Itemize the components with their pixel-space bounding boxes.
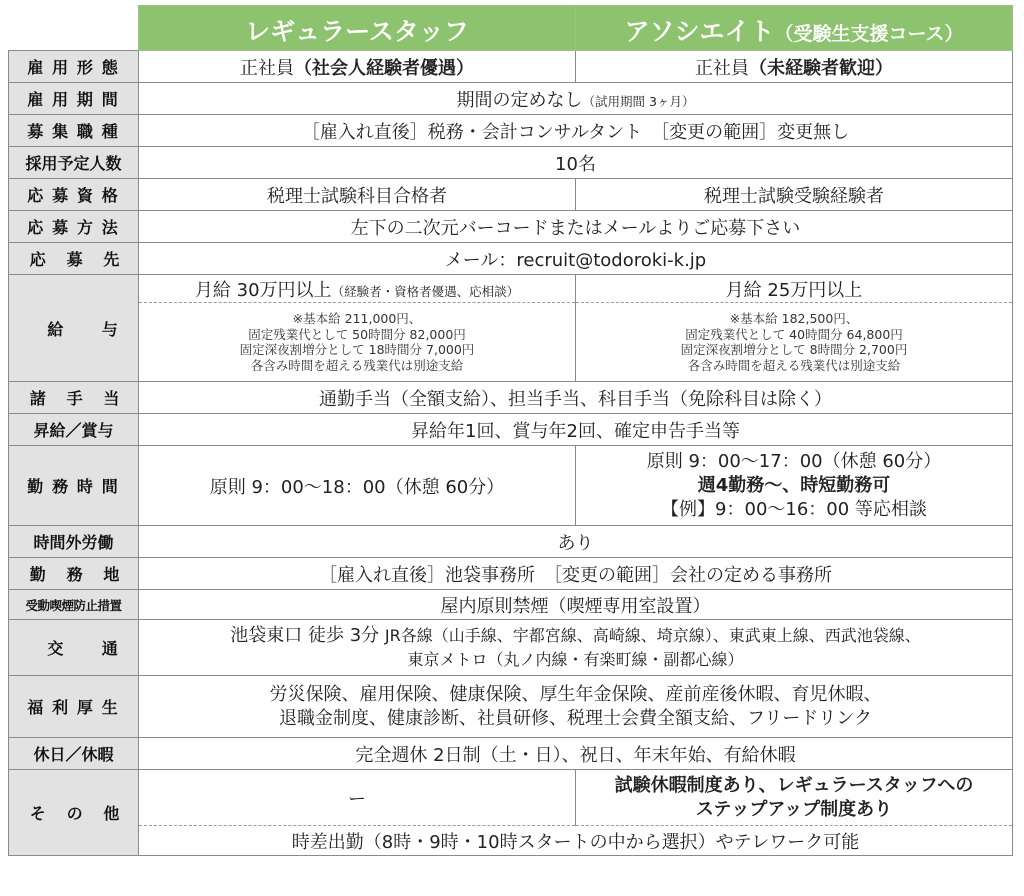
salary-associate-detail (576, 303, 1013, 382)
label-benefits: 福利厚生 (9, 676, 139, 738)
qualification-associate: 税理士試験受験経験者 (576, 179, 1013, 211)
salary-associate-detail-line: 各含み時間を超える残業代は別途支給 (687, 357, 901, 373)
work-hours-associate-line3: 【例】9：00〜16：00 等応相談 (661, 498, 927, 520)
row-employment-type (9, 51, 1013, 83)
label-work-location: 勤務地 (9, 558, 139, 590)
row-raise-bonus (9, 414, 1013, 446)
salary-regular-detail (139, 303, 576, 382)
header-row (9, 6, 1013, 51)
qualification-regular: 税理士試験科目合格者 (139, 179, 576, 211)
employment-type-regular-b: （社会人経験者優遇） (294, 57, 474, 79)
headcount-value: 10名 (139, 147, 1013, 179)
other-associate-line2: ステップアップ制度あり (695, 798, 893, 820)
label-apply-method: 応募方法 (9, 211, 139, 243)
salary-regular-detail-line: 固定深夜割増分として 18時間分 7,000円 (239, 342, 475, 357)
transport-line1 (143, 624, 1008, 648)
employment-period-value (139, 83, 1013, 115)
label-other: その他 (9, 770, 139, 856)
header-corner (9, 6, 139, 51)
salary-regular-detail-line: 固定残業代として 50時間分 82,000円 (248, 326, 466, 342)
row-benefits (9, 676, 1013, 738)
salary-associate-detail-line: 固定深夜割増分として 8時間分 2,700円 (680, 342, 908, 357)
employment-type-associate (576, 51, 1013, 83)
label-headcount: 採用予定人数 (9, 147, 139, 179)
other-shared-value: 時差出勤（8時・9時・10時スタートの中から選択）やテレワーク可能 (139, 826, 1013, 856)
label-transport: 交通 (9, 620, 139, 676)
label-smoking: 受動喫煙防止措置 (9, 590, 139, 620)
recruitment-table-container (8, 5, 1013, 856)
work-hours-associate-line2: 週4勤務〜、時短勤務可 (697, 474, 891, 496)
holidays-value: 完全週休 2日制（土・日）、祝日、年末年始、有給休暇 (139, 738, 1013, 770)
label-employment-period: 雇用期間 (9, 83, 139, 115)
row-smoking (9, 590, 1013, 620)
row-work-hours (9, 446, 1013, 526)
row-qualification (9, 179, 1013, 211)
employment-period-main: 期間の定めなし (456, 89, 583, 111)
row-allowances (9, 382, 1013, 414)
work-hours-associate (576, 446, 1013, 526)
transport-line2: 東京メトロ（丸ノ内線・有楽町線・副都心線） (407, 649, 744, 669)
row-apply-to (9, 243, 1013, 275)
allowances-value: 通勤手当（全額支給）、担当手当、科目手当（免除科目は除く） (139, 382, 1013, 414)
salary-regular-note: （経験者・資格者優遇、応相談） (331, 283, 520, 299)
benefits-value (139, 676, 1013, 738)
work-location-value: ［雇入れ直後］池袋事務所 ［変更の範囲］会社の定める事務所 (139, 558, 1013, 590)
other-associate (576, 770, 1013, 826)
row-overtime (9, 526, 1013, 558)
transport-value (139, 620, 1013, 676)
header-regular-staff: レギュラースタッフ (139, 6, 576, 51)
recruitment-table (8, 5, 1013, 856)
label-qualification: 応募資格 (9, 179, 139, 211)
label-work-hours: 勤務時間 (9, 446, 139, 526)
employment-type-associate-a: 正社員 (695, 57, 749, 79)
employment-type-associate-b: （未経験者歓迎） (749, 57, 893, 79)
benefits-line2: 退職金制度、健康診断、社員研修、税理士会費全額支給、フリードリンク (279, 707, 872, 729)
raise-bonus-value: 昇給年1回、賞与年2回、確定申告手当等 (139, 414, 1013, 446)
row-job-type (9, 115, 1013, 147)
row-employment-period (9, 83, 1013, 115)
label-holidays: 休日／休暇 (9, 738, 139, 770)
overtime-value: あり (139, 526, 1013, 558)
employment-type-regular (139, 51, 576, 83)
salary-associate-detail-line: ※基本給 182,500円、 (729, 311, 859, 326)
salary-regular-main (139, 275, 576, 303)
label-allowances: 諸手当 (9, 382, 139, 414)
other-regular: ー (139, 770, 576, 826)
apply-to-value: メール：recruit@todoroki-k.jp (139, 243, 1013, 275)
header-associate (576, 6, 1013, 51)
salary-regular-detail-line: ※基本給 211,000円、 (292, 311, 422, 326)
row-other-top (9, 770, 1013, 826)
label-overtime: 時間外労働 (9, 526, 139, 558)
header-associate-sub: （受験生支援コース） (774, 22, 964, 45)
benefits-line1: 労災保険、雇用保険、健康保険、厚生年金保険、産前産後休暇、育児休暇、 (269, 683, 882, 705)
salary-regular-amount: 月給 30万円以上 (194, 279, 332, 301)
label-employment-type: 雇用形態 (9, 51, 139, 83)
label-salary: 給与 (9, 275, 139, 382)
label-job-type: 募集職種 (9, 115, 139, 147)
salary-associate-main: 月給 25万円以上 (576, 275, 1013, 303)
row-holidays (9, 738, 1013, 770)
label-apply-to: 応募先 (9, 243, 139, 275)
smoking-value: 屋内原則禁煙（喫煙専用室設置） (139, 590, 1013, 620)
other-associate-line1: 試験休暇制度あり、レギュラースタッフへの (614, 774, 974, 796)
transport-lines: JR各線（山手線、宇都宮線、高崎線、埼京線）、東武東上線、西武池袋線、 (384, 625, 921, 645)
row-salary-main (9, 275, 1013, 303)
apply-method-value: 左下の二次元バーコードまたはメールよりご応募下さい (139, 211, 1013, 243)
employment-period-note: （試用期間 3ヶ月） (582, 93, 695, 109)
row-headcount (9, 147, 1013, 179)
employment-type-regular-a: 正社員 (240, 57, 294, 79)
label-raise-bonus: 昇給／賞与 (9, 414, 139, 446)
row-transport (9, 620, 1013, 676)
row-other-shared (9, 826, 1013, 856)
row-apply-method (9, 211, 1013, 243)
salary-associate-detail-line: 固定残業代として 40時間分 64,800円 (685, 326, 903, 342)
row-work-location (9, 558, 1013, 590)
transport-station: 池袋東口 徒歩 3分 (230, 624, 385, 646)
header-associate-main: アソシエイト (624, 16, 775, 46)
salary-regular-detail-line: 各含み時間を超える残業代は別途支給 (250, 357, 464, 373)
row-salary-detail (9, 303, 1013, 382)
work-hours-associate-line1: 原則 9：00〜17：00（休憩 60分） (646, 450, 942, 472)
job-type-value: ［雇入れ直後］税務・会計コンサルタント ［変更の範囲］変更無し (139, 115, 1013, 147)
work-hours-regular: 原則 9：00〜18：00（休憩 60分） (139, 446, 576, 526)
